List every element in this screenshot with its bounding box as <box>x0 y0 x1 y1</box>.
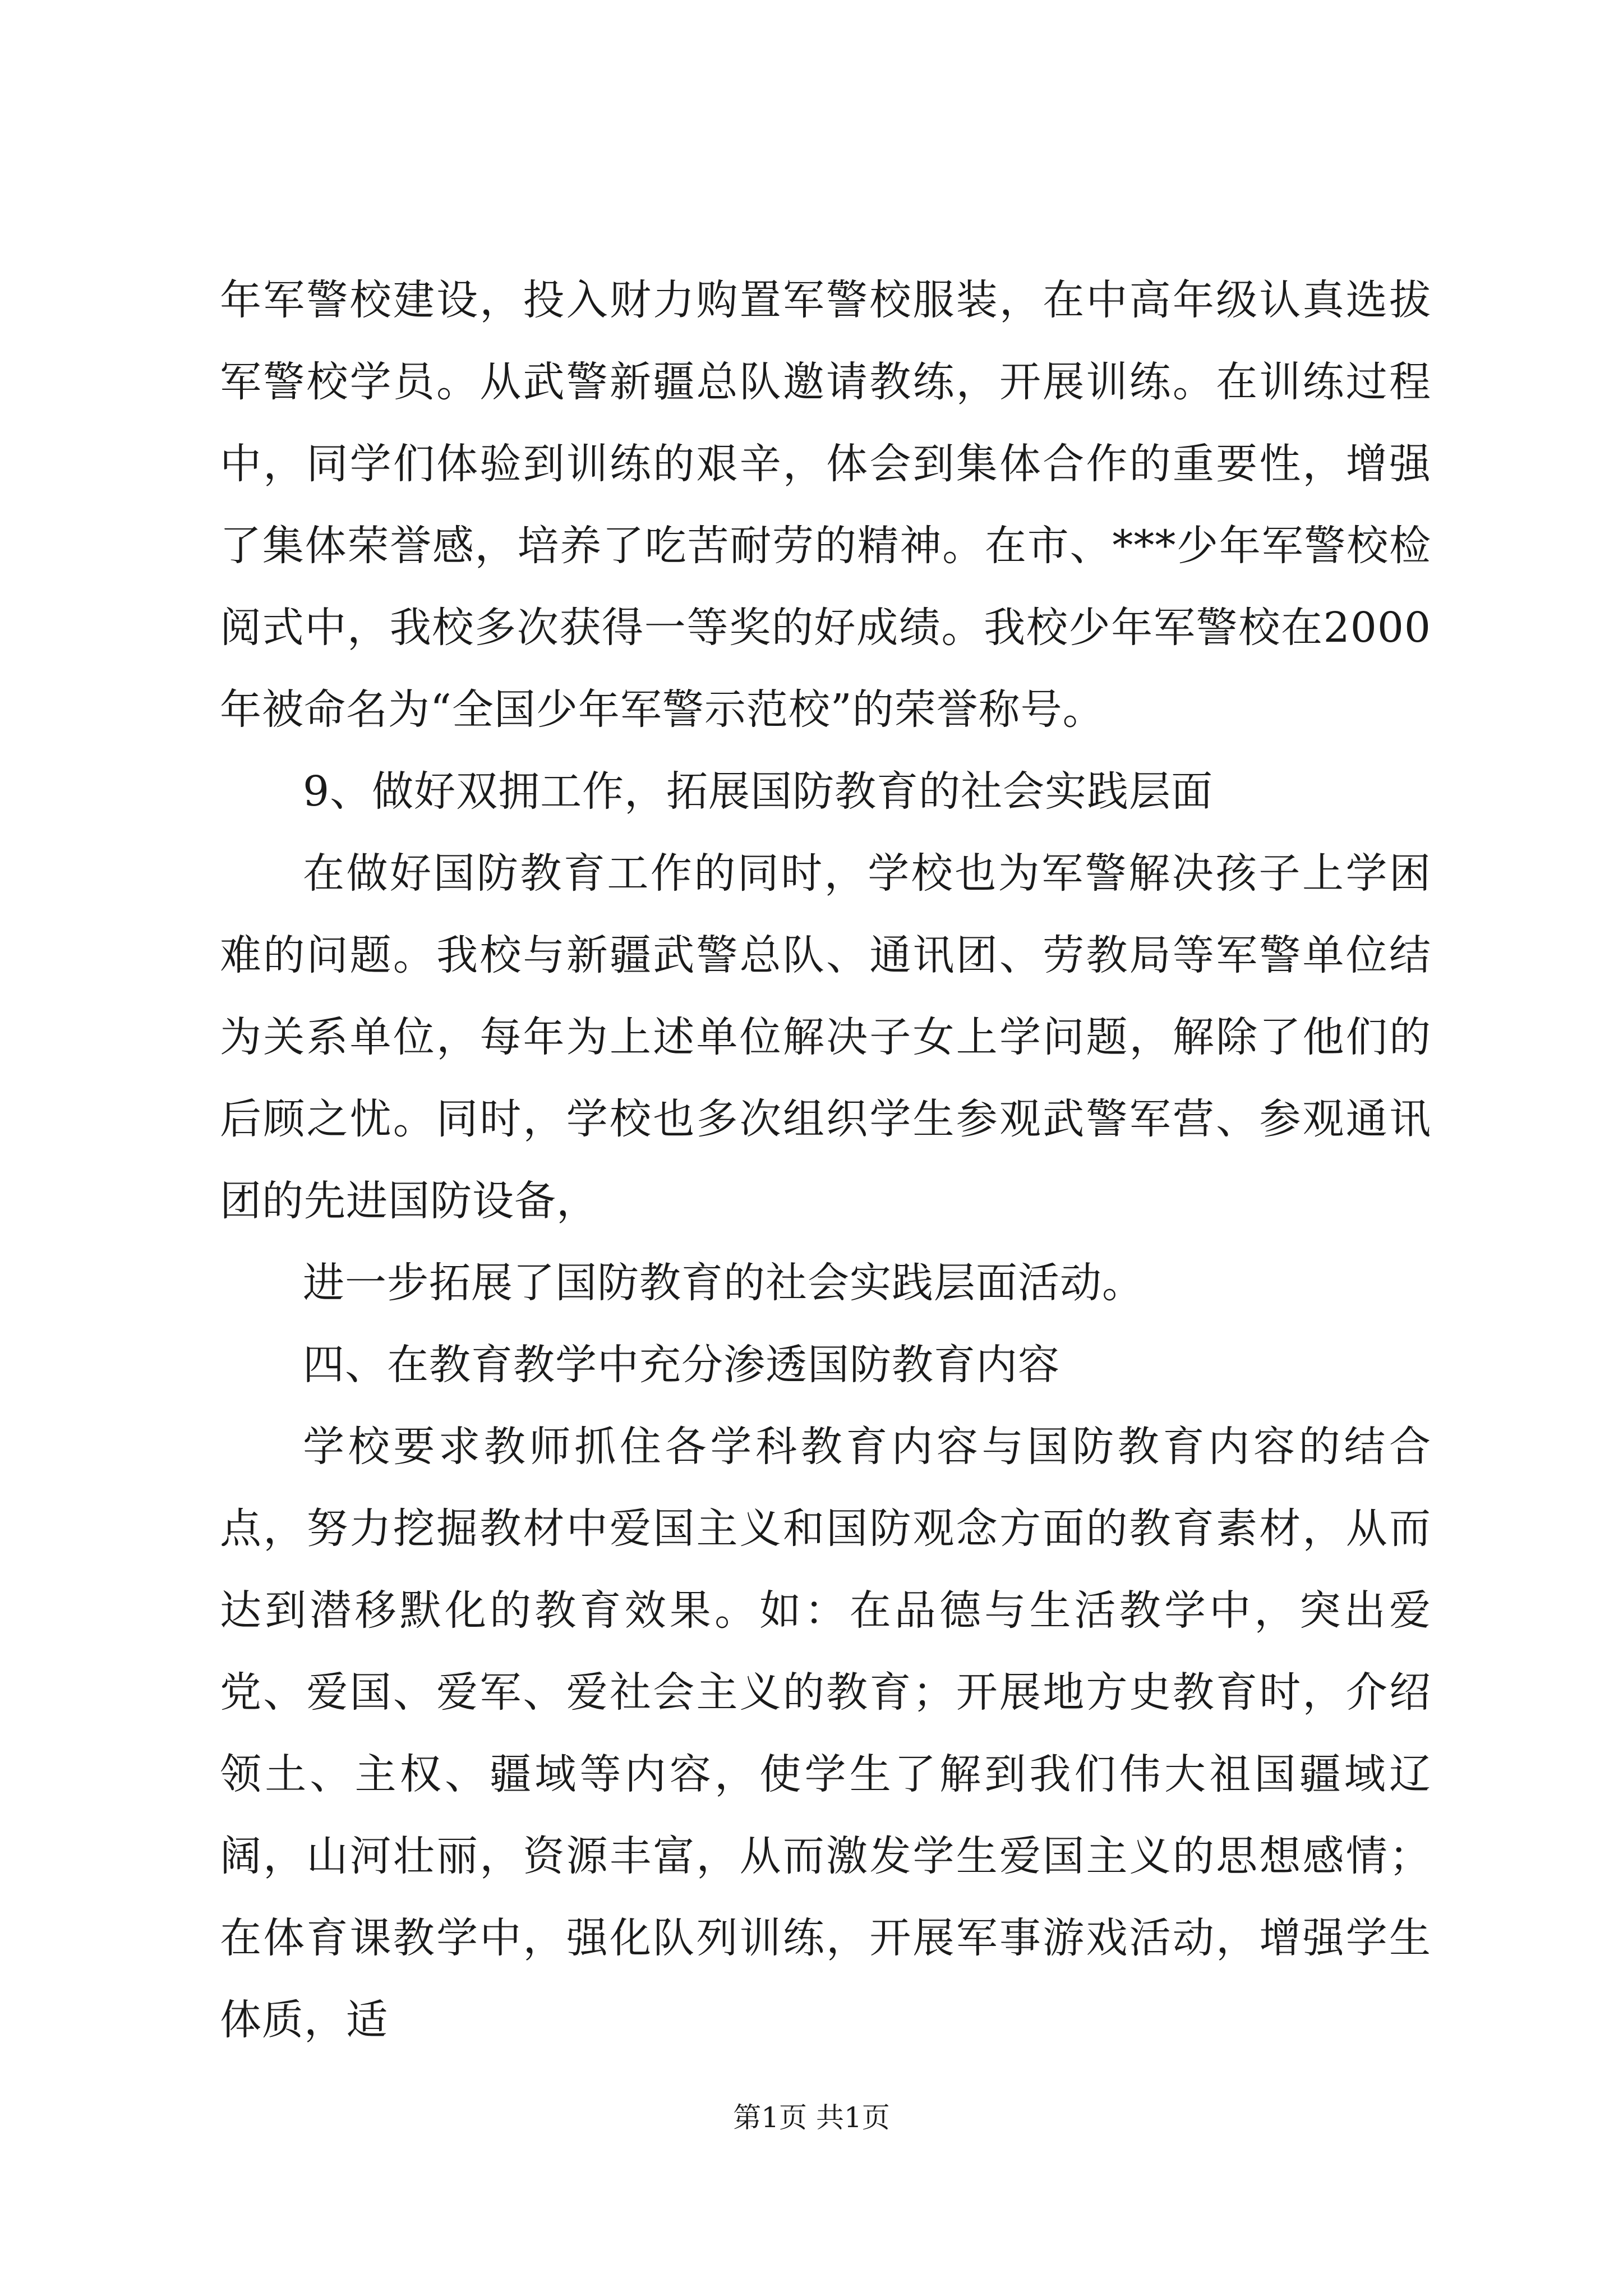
paragraph: 学校要求教师抓住各学科教育内容与国防教育内容的结合点，努力挖掘教材中爱国主义和国防观念方面的教育素材，从而达到潜移默化的教育效果。如：在品德与生活教学中，突出爱党、爱国、爱军、爱社会主义的教育；开展地方史教育时，介绍领土、主权、疆域等内容，使学生了解到我们伟大祖国疆域辽阔，山河壮丽，资源丰富，从而激发学生爱国主义的思想感情；在体育课教学中，强化队列训练，开展军事游戏活动，增强学生体质，适 <box>220 1423 1431 2044</box>
paragraph-continuation: 年军警校建设，投入财力购置军警校服装，在中高年级认真选拔军警校学员。从武警新疆总队邀请教练，开展训练。在训练过程中，同学们体验到训练的艰辛，体会到集体合作的重要性，增强了集体荣誉感，培养了吃苦耐劳的精神。在市、***少年军警校检阅式中，我校多次获得一等奖的好成绩。我校少年军警校在2000年被命名为“全国少年军警示范校”的荣誉称号。 <box>220 276 1431 734</box>
page-number-footer: 第1页 共1页 <box>733 2101 890 2134</box>
section-heading-9: 9、做好双拥工作，拓展国防教育的社会实践层面 <box>303 767 1214 816</box>
paragraph: 进一步拓展了国防教育的社会实践层面活动。 <box>303 1259 1144 1307</box>
paragraph: 在做好国防教育工作的同时，学校也为军警解决孩子上学困难的问题。我校与新疆武警总队、通讯团、劳教局等军警单位结为关系单位，每年为上述单位解决子女上学问题，解除了他们的后顾之忧。同时，学校也多次组织学生参观武警军营、参观通讯团的先进国防设备， <box>220 849 1431 1225</box>
section-heading-4: 四、在教育教学中充分渗透国防教育内容 <box>303 1341 1060 1389</box>
document-body <box>220 259 1431 2061</box>
